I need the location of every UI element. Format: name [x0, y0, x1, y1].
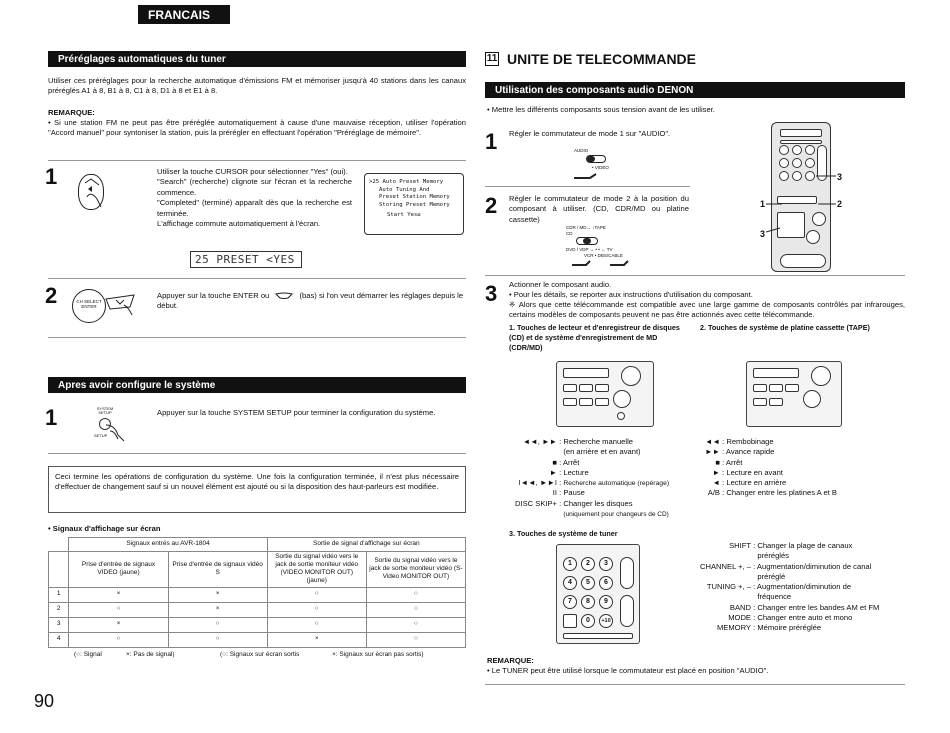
system-setup-button-icon: SYSTEM SETUP SETUP: [90, 407, 130, 443]
chapter-number: 11: [486, 53, 498, 64]
tuner-key-3[interactable]: 3: [599, 557, 613, 571]
remote-cursor-keys[interactable]: [780, 254, 826, 268]
tuner-tuning-key[interactable]: [620, 595, 634, 627]
tuner-key-list: SHIFT : Changer la plage de canaux préréglés CHANNEL +, – : Augmentation/diminution de canal préréglé TUNING +, – : Augmentation/diminution de fréquence BAND : Changer entre les bandes AM et FM MODE : Changer entre auto et mono MEMORY : Mémoire préréglée: [700, 541, 880, 632]
column-header: Sortie du signal vidéo vers le jack de sortie moniteur vidéo (VIDEO MONITOR OUT) (jaune): [267, 552, 366, 588]
remote-key[interactable]: [792, 145, 802, 155]
mode1-switch[interactable]: AUDIO • VIDEO: [574, 148, 634, 182]
presets-intro: Utiliser ces préréglages pour la recherche automatique d'émissions FM et mémoriser jusqu'à 40 stations dans les canaux préréglés A1 à 8, B1 à 8, C1 à 8, D1 à 8 et E1 à 8.: [48, 76, 466, 96]
cd-key-list: ◄◄, ►► : Recherche manuelle (en arrière et en avant) ■ : Arrêt ► : Lecture I◄◄, ►►I : Recherche automatique (repérage) II : Pause DISC SKIP+ : Changer les disques (uniquement pour changeurs de CD): [515, 437, 670, 518]
tape-keypad-illustration: [746, 361, 842, 427]
remark-title-right: REMARQUE:: [487, 656, 534, 665]
finger-icon: [574, 172, 598, 180]
osd-screen: [364, 173, 464, 235]
cursor-button-icon: [78, 174, 104, 210]
remote-key[interactable]: [805, 158, 815, 168]
tuner-shift-key[interactable]: [563, 614, 577, 628]
callout: 1: [760, 199, 766, 209]
mode2-text: Régler le commutateur de mode 2 à la position du composant à utiliser. (CD, CDR/MD ou platine cassette): [509, 194, 689, 224]
tape-key-list: ◄◄ : Rembobinage ►► : Avance rapide ■ : Arrêt ► : Lecture en avant ◄ : Lecture en arrière A/B : Changer entre les platines A et B: [704, 437, 837, 498]
column-header: Prise d'entrée de signaux VIDEO (jaune): [69, 552, 168, 588]
step-number: 1: [485, 129, 498, 154]
column-header: Prise d'entrée de signaux vidéo S: [168, 552, 267, 588]
legend-signal: (○: Signal: [74, 651, 102, 658]
table-header: Sortie de signal d'affichage sur écran: [267, 538, 465, 552]
osd-line: Start Yes≤: [387, 212, 421, 219]
callout: 3: [837, 172, 843, 182]
remark-text-right: • Le TUNER peut être utilisé lorsque le commutateur est placé en position "AUDIO".: [487, 666, 769, 675]
step-number: 1: [45, 405, 58, 430]
table-row: 2 ○ × ○ ○: [49, 602, 466, 617]
table-row: 1 × × ○ ○: [49, 587, 466, 602]
tape-title: 2. Touches de système de platine cassette (TAPE): [700, 323, 870, 332]
step2-text: Appuyer sur la touche ENTER ou (bas) si l'on veut démarrer les réglages depuis le début.: [157, 291, 464, 311]
power-on-note: • Mettre les différents composants sous tension avant de les utiliser.: [487, 105, 715, 114]
tuner-title: 3. Touches de système de tuner: [509, 529, 618, 538]
tuner-key-0[interactable]: 0: [581, 614, 595, 628]
system-setup-text: Appuyer sur la touche SYSTEM SETUP pour terminer la configuration du système.: [157, 408, 436, 417]
mode1-text: Régler le commutateur de mode 1 sur "AUDIO".: [509, 129, 671, 138]
language-tab: FRANCAIS: [138, 5, 230, 24]
tuner-key-2[interactable]: 2: [581, 557, 595, 571]
tuner-key-8[interactable]: 8: [581, 595, 595, 609]
osd-line: ≻25 Auto Preset Memory: [369, 179, 444, 185]
table-row: 3 × ○ ○ ○: [49, 617, 466, 632]
tuner-key-5[interactable]: 5: [581, 576, 595, 590]
osd-line: Storing Preset Memory: [379, 201, 450, 208]
osd-line: Auto Tuning And: [379, 186, 430, 193]
callout: 2: [837, 199, 843, 209]
step-number: 1: [45, 164, 58, 189]
step3-line2: • Pour les détails, se reporter aux instructions d'utilisation du composant.: [509, 290, 753, 299]
remote-key[interactable]: [779, 145, 789, 155]
remote-key[interactable]: [779, 158, 789, 168]
step-number: 2: [45, 283, 58, 308]
signals-title: • Signaux d'affichage sur écran: [48, 524, 161, 533]
enter-button-icon: CH SELECT ENTER: [72, 289, 106, 323]
tuner-key-7[interactable]: 7: [563, 595, 577, 609]
remote-key[interactable]: [792, 158, 802, 168]
down-button-icon: [104, 293, 136, 315]
tuner-channel-key[interactable]: [620, 557, 634, 589]
table-row: 4 ○ ○ × ○: [49, 632, 466, 647]
chapter-title: UNITE DE TELECOMMANDE: [507, 51, 696, 67]
step1-text: Utiliser la touche CURSOR pour sélectionner "Yes" (oui). "Search" (recherche) clignote sur l'écran et la recherche commence. "Completed" (terminé) apparaît dès que la recherche est terminée. L'affichage commute automatiquement à l'écran.: [157, 167, 352, 229]
section-title-after-config: Apres avoir configure le système: [48, 377, 466, 393]
signals-table: [48, 537, 466, 648]
step-number: 2: [485, 193, 498, 218]
note-text: Ceci termine les opérations de configuration du système. Une fois la configuration terminée, il n'est plus nécessaire d'effectuer de changement sauf si un nouvel élément est ajouté ou si la disposition des haut-parleurs est modifiée.: [55, 472, 459, 492]
table-header: Signaux entrés au AVR-1804: [69, 538, 267, 552]
tuner-key-4[interactable]: 4: [563, 576, 577, 590]
page-number: 90: [34, 691, 55, 711]
legend-no-signal: ×: Pas de signal): [126, 651, 175, 658]
tuner-band-mode-memory-keys[interactable]: [563, 633, 633, 639]
legend-osd-not-out: ×: Signaux sur écran pas sortis): [332, 651, 424, 658]
legend-osd-out: (○: Signaux sur écran sortis: [220, 651, 300, 658]
front-display: 25 PRESET <YES: [190, 251, 302, 268]
callout: 3: [760, 229, 766, 239]
section-title-denon: Utilisation des composants audio DENON: [485, 82, 905, 98]
tuner-key-6[interactable]: 6: [599, 576, 613, 590]
step3-line3: ※ Alors que cette télécommande est compatible avec une large gamme de composants contrôlés par infrarouges, certains modèles de composants peuvent ne pas être actionnés avec cette télécommande.: [509, 300, 905, 320]
remark-text: • Si une station FM ne peut pas être préréglée automatiquement à cause d'une mauvaise réception, utiliser l'opération "Accord manuel" pour syntoniser la station, puis la prérégler en effectuant l'opération "Préréglage de mémoire".: [48, 118, 466, 138]
step3-line1: Actionner le composant audio.: [509, 280, 612, 289]
section-title-presets: Préréglages automatiques du tuner: [48, 51, 466, 67]
down-arrow-icon: [275, 292, 293, 300]
finger-icon: [572, 259, 632, 267]
cd-title: 1. Touches de lecteur et d'enregistreur de disques (CD) et de système d'enregistrement de MD (CDR/MD): [509, 323, 680, 352]
note-box: [48, 466, 466, 513]
column-header: Sortie du signal vidéo vers le jack de sortie moniteur vidéo (S-Video MONITOR OUT): [366, 552, 465, 588]
osd-line: Preset Station Memory: [379, 194, 450, 201]
remote-key[interactable]: [805, 145, 815, 155]
remark-title: REMARQUE:: [48, 108, 95, 117]
tuner-key-9[interactable]: 9: [599, 595, 613, 609]
cd-keypad-illustration: [556, 361, 654, 427]
tuner-key-1[interactable]: 1: [563, 557, 577, 571]
mode2-switch[interactable]: CDR / MD→ ↓TAPE CD DVD / VDP → • • ← TV VCR • DBS/CABLE: [566, 225, 646, 267]
step-number: 3: [485, 281, 498, 306]
tuner-key-plus10[interactable]: +10: [599, 614, 613, 628]
